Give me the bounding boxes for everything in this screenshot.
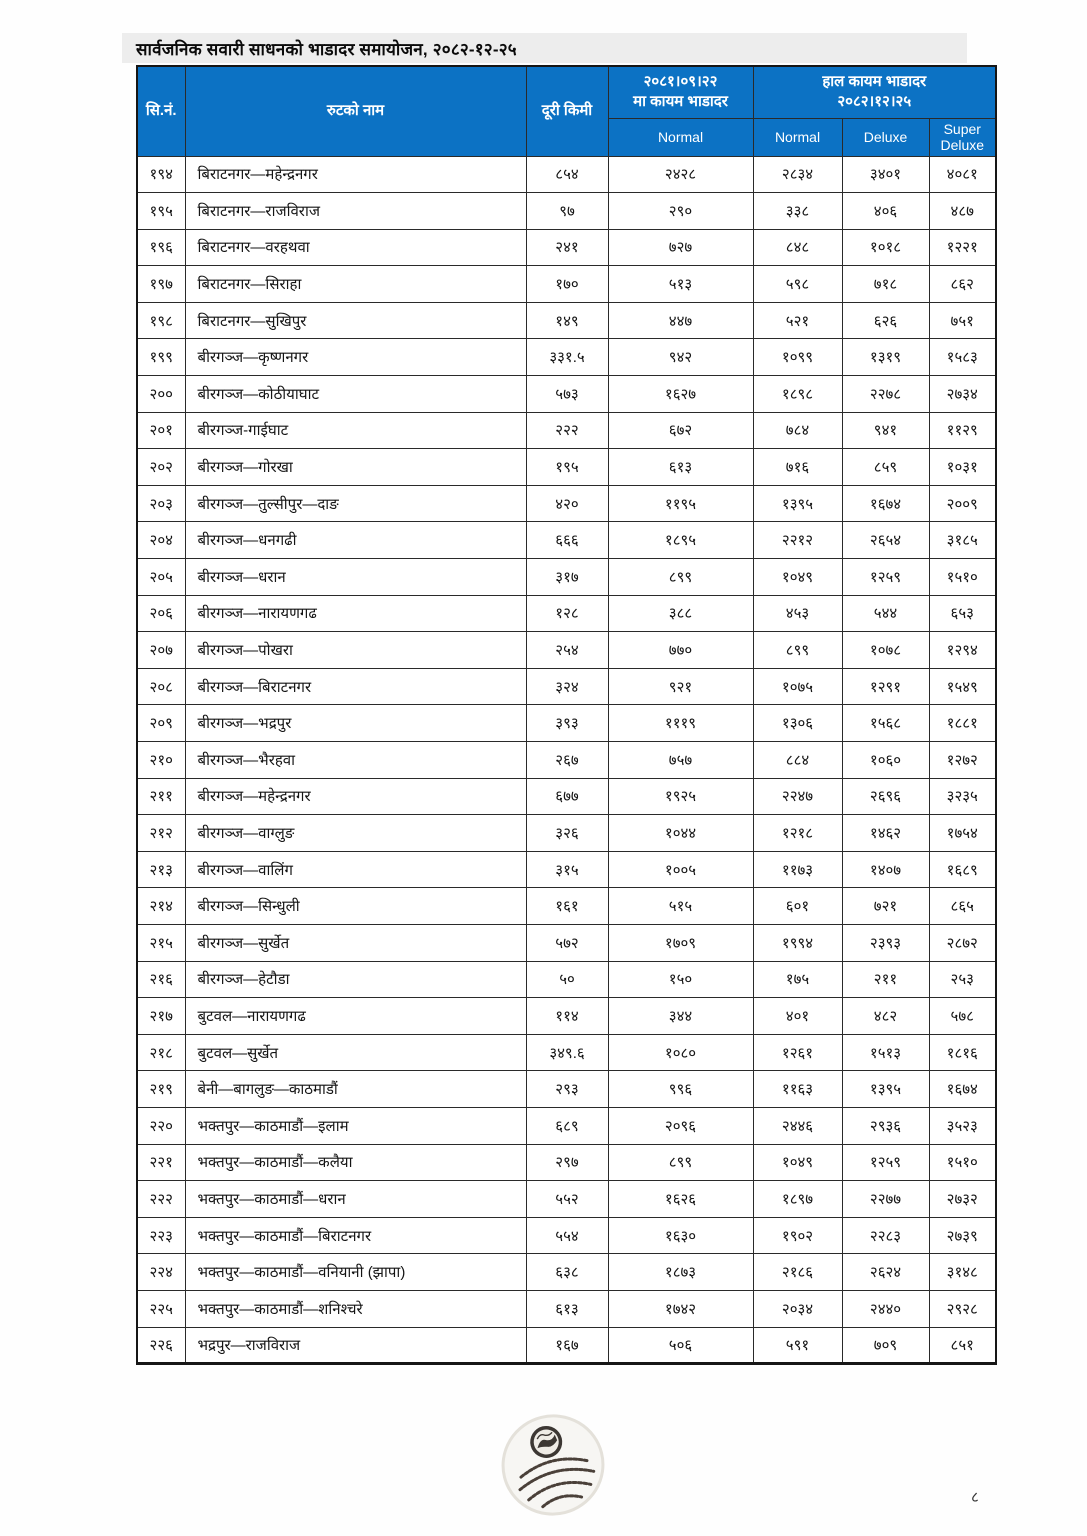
row-route-name: बीरगञ्ज—कोठीयाघाट [185,376,526,413]
row-new-normal-fare: २२१२ [753,522,842,559]
row-new-super-deluxe-fare: ८६२ [929,266,996,303]
row-route-name: बीरगञ्ज—भैरहवा [185,742,526,779]
row-new-normal-fare: २१८६ [753,1254,842,1291]
row-serial-number: २१३ [137,851,185,888]
row-new-super-deluxe-fare: ६५३ [929,595,996,632]
row-serial-number: २२६ [137,1327,185,1364]
table-row [137,998,996,1035]
row-new-super-deluxe-fare: २९२८ [929,1290,996,1327]
table-row [137,412,996,449]
row-serial-number: २१७ [137,998,185,1035]
row-old-normal-fare: १९२५ [608,778,753,815]
row-new-normal-fare: २०३४ [753,1290,842,1327]
row-distance-km: २६७ [526,742,608,779]
header-serial-number [137,66,185,156]
row-distance-km: ५७३ [526,376,608,413]
row-new-normal-fare: ४०१ [753,998,842,1035]
row-old-normal-fare: ५०६ [608,1327,753,1364]
table-row [137,1071,996,1108]
row-route-name: बीरगञ्ज—सिन्धुली [185,888,526,925]
row-route-name: बीरगञ्ज-गाईघाट [185,412,526,449]
row-new-deluxe-fare: १२५९ [842,559,929,596]
row-route-name: बेनी—बागलुङ—काठमाडौं [185,1071,526,1108]
row-distance-km: ६८९ [526,1107,608,1144]
row-old-normal-fare: ८९९ [608,559,753,596]
row-old-normal-fare: ८९९ [608,1144,753,1181]
row-distance-km: ११४ [526,998,608,1035]
row-new-super-deluxe-fare: ३५२३ [929,1107,996,1144]
row-distance-km: ५० [526,961,608,998]
row-old-normal-fare: ९९६ [608,1071,753,1108]
row-serial-number: २१० [137,742,185,779]
row-new-super-deluxe-fare: १८१६ [929,1034,996,1071]
row-distance-km: १७० [526,266,608,303]
row-old-normal-fare: १७०९ [608,924,753,961]
row-new-super-deluxe-fare: १५१० [929,559,996,596]
row-new-deluxe-fare: १६७४ [842,485,929,522]
table-row [137,266,996,303]
row-route-name: बीरगञ्ज—गोरखा [185,449,526,486]
row-distance-km: १६७ [526,1327,608,1364]
header-new-fare-group [753,66,996,118]
row-route-name: भक्तपुर—काठमाडौं—धरान [185,1181,526,1218]
row-new-deluxe-fare: १४६२ [842,815,929,852]
row-serial-number: २२४ [137,1254,185,1291]
row-route-name: भक्तपुर—काठमाडौं—बिराटनगर [185,1217,526,1254]
row-distance-km: ६७७ [526,778,608,815]
table-row [137,595,996,632]
row-route-name: बीरगञ्ज—सुर्खेत [185,924,526,961]
row-route-name: बीरगञ्ज—पोखरा [185,632,526,669]
row-new-super-deluxe-fare: २५३ [929,961,996,998]
row-new-deluxe-fare: ७१८ [842,266,929,303]
row-old-normal-fare: १०८० [608,1034,753,1071]
row-old-normal-fare: ७५७ [608,742,753,779]
row-new-super-deluxe-fare: १६८९ [929,851,996,888]
row-distance-km: ३१७ [526,559,608,596]
row-new-super-deluxe-fare: १०३१ [929,449,996,486]
row-old-normal-fare: २०९६ [608,1107,753,1144]
row-distance-km: ३२४ [526,668,608,705]
row-new-super-deluxe-fare: ८६५ [929,888,996,925]
table-row [137,1327,996,1364]
row-new-super-deluxe-fare: २७३४ [929,376,996,413]
row-distance-km: ३१५ [526,851,608,888]
header-old-normal: Normal [608,118,753,156]
row-route-name: बीरगञ्ज—धनगढी [185,522,526,559]
table-row [137,815,996,852]
row-serial-number: २०७ [137,632,185,669]
table-row [137,559,996,596]
row-old-normal-fare: ७२७ [608,229,753,266]
row-new-deluxe-fare: १२५९ [842,1144,929,1181]
row-new-super-deluxe-fare: २७३९ [929,1217,996,1254]
row-new-normal-fare: १८९७ [753,1181,842,1218]
row-route-name: भक्तपुर—काठमाडौं—इलाम [185,1107,526,1144]
row-serial-number: १९९ [137,339,185,376]
table-row [137,376,996,413]
row-route-name: बीरगञ्ज—तुल्सीपुर—दाङ [185,485,526,522]
row-distance-km: ३४९.६ [526,1034,608,1071]
row-new-deluxe-fare: १३१९ [842,339,929,376]
row-distance-km: १४९ [526,302,608,339]
row-serial-number: २०१ [137,412,185,449]
row-new-deluxe-fare: ७०९ [842,1327,929,1364]
row-new-deluxe-fare: २६२४ [842,1254,929,1291]
row-distance-km: ६३८ [526,1254,608,1291]
row-new-deluxe-fare: ९४१ [842,412,929,449]
row-new-normal-fare: २४४६ [753,1107,842,1144]
row-new-super-deluxe-fare: १५८३ [929,339,996,376]
row-serial-number: २१४ [137,888,185,925]
row-route-name: भक्तपुर—काठमाडौं—शनिश्चरे [185,1290,526,1327]
row-new-deluxe-fare: २९३६ [842,1107,929,1144]
row-old-normal-fare: ९२१ [608,668,753,705]
table-row [137,1034,996,1071]
header-new-super-deluxe: Super Deluxe [929,118,996,156]
row-new-normal-fare: १९०२ [753,1217,842,1254]
row-new-super-deluxe-fare: ५७८ [929,998,996,1035]
row-new-normal-fare: ५९८ [753,266,842,303]
header-new-deluxe: Deluxe [842,118,929,156]
row-old-normal-fare: ६७२ [608,412,753,449]
row-distance-km: २९३ [526,1071,608,1108]
row-new-deluxe-fare: २२८३ [842,1217,929,1254]
row-new-normal-fare: ११७३ [753,851,842,888]
row-new-super-deluxe-fare: ८५१ [929,1327,996,1364]
header-route-name [185,66,526,156]
row-distance-km: ५७२ [526,924,608,961]
row-serial-number: २२१ [137,1144,185,1181]
row-distance-km: १२८ [526,595,608,632]
row-new-super-deluxe-fare: १२७२ [929,742,996,779]
row-route-name: बीरगञ्ज—नारायणगढ [185,595,526,632]
row-serial-number: १९५ [137,193,185,230]
header-distance-km-label: दूरी किमी [541,102,593,120]
row-new-super-deluxe-fare: १५४९ [929,668,996,705]
row-new-super-deluxe-fare: १७५४ [929,815,996,852]
table-row [137,339,996,376]
row-new-deluxe-fare: १४०७ [842,851,929,888]
header-serial-number-label: सि.नं. [145,102,177,120]
row-serial-number: २०३ [137,485,185,522]
row-distance-km: ८५४ [526,156,608,193]
fare-table-body [137,156,996,1364]
row-serial-number: २१९ [137,1071,185,1108]
row-old-normal-fare: १०४४ [608,815,753,852]
row-serial-number: २०० [137,376,185,413]
row-new-super-deluxe-fare: १२९४ [929,632,996,669]
row-serial-number: २१५ [137,924,185,961]
row-new-normal-fare: ८८४ [753,742,842,779]
table-row [137,705,996,742]
header-new-normal: Normal [753,118,842,156]
row-serial-number: २१२ [137,815,185,852]
table-row [137,632,996,669]
row-new-deluxe-fare: १२९१ [842,668,929,705]
row-new-normal-fare: २८३४ [753,156,842,193]
row-old-normal-fare: ४४७ [608,302,753,339]
header-old-fare-group [608,66,753,118]
row-old-normal-fare: ११९५ [608,485,753,522]
row-new-super-deluxe-fare: २७३२ [929,1181,996,1218]
row-serial-number: २०८ [137,668,185,705]
row-new-deluxe-fare: १०१८ [842,229,929,266]
table-row [137,1181,996,1218]
row-new-deluxe-fare: ६२६ [842,302,929,339]
row-new-super-deluxe-fare: ३१८५ [929,522,996,559]
row-new-normal-fare: ८४८ [753,229,842,266]
header-distance-km [526,66,608,156]
row-new-super-deluxe-fare: २००९ [929,485,996,522]
row-distance-km: २२२ [526,412,608,449]
row-distance-km: ५५२ [526,1181,608,1218]
row-route-name: बीरगञ्ज—हेटौडा [185,961,526,998]
row-route-name: बिराटनगर—सिराहा [185,266,526,303]
row-distance-km: ३९३ [526,705,608,742]
row-old-normal-fare: २९० [608,193,753,230]
row-distance-km: १६१ [526,888,608,925]
row-route-name: बुटवल—सुर्खेत [185,1034,526,1071]
table-row [137,449,996,486]
row-old-normal-fare: १६३० [608,1217,753,1254]
row-serial-number: २०४ [137,522,185,559]
row-new-deluxe-fare: ८५९ [842,449,929,486]
row-serial-number: १९७ [137,266,185,303]
table-row [137,924,996,961]
row-new-super-deluxe-fare: २८७२ [929,924,996,961]
row-old-normal-fare: ३८८ [608,595,753,632]
table-row [137,778,996,815]
row-new-deluxe-fare: २६५४ [842,522,929,559]
table-row [137,1107,996,1144]
row-serial-number: २०५ [137,559,185,596]
table-row [137,485,996,522]
row-route-name: बीरगञ्ज—महेन्द्रनगर [185,778,526,815]
row-new-normal-fare: १९९४ [753,924,842,961]
row-serial-number: २०२ [137,449,185,486]
row-new-super-deluxe-fare: १६७४ [929,1071,996,1108]
row-serial-number: २१६ [137,961,185,998]
row-serial-number: १९८ [137,302,185,339]
row-new-deluxe-fare: ७२१ [842,888,929,925]
row-new-deluxe-fare: ३४०१ [842,156,929,193]
row-new-super-deluxe-fare: ४८७ [929,193,996,230]
row-serial-number: २१८ [137,1034,185,1071]
table-row [137,522,996,559]
row-route-name: बीरगञ्ज—धरान [185,559,526,596]
row-old-normal-fare: १६२६ [608,1181,753,1218]
row-new-deluxe-fare: २४४० [842,1290,929,1327]
row-route-name: भद्रपुर—राजविराज [185,1327,526,1364]
row-new-normal-fare: ७८४ [753,412,842,449]
table-row [137,961,996,998]
row-new-deluxe-fare: १०६० [842,742,929,779]
page-number: ८ [971,1489,979,1506]
row-distance-km: ६१३ [526,1290,608,1327]
row-distance-km: ३३१.५ [526,339,608,376]
official-seal-stamp [483,1403,623,1531]
row-old-normal-fare: १६२७ [608,376,753,413]
header-old-fare-caption: मा कायम भाडादर [633,93,728,111]
row-new-normal-fare: १८९८ [753,376,842,413]
table-row [137,851,996,888]
row-old-normal-fare: १००५ [608,851,753,888]
header-new-fare-date: २०८२।१२।२५ [837,93,912,111]
table-row [137,1254,996,1291]
row-serial-number: २०६ [137,595,185,632]
row-distance-km: ४२० [526,485,608,522]
fare-table [136,65,997,1365]
row-route-name: बुटवल—नारायणगढ [185,998,526,1035]
table-row [137,1217,996,1254]
row-new-deluxe-fare: ४८२ [842,998,929,1035]
row-new-deluxe-fare: २६९६ [842,778,929,815]
row-new-deluxe-fare: १५१३ [842,1034,929,1071]
row-new-normal-fare: ११६३ [753,1071,842,1108]
row-new-normal-fare: १०४९ [753,1144,842,1181]
row-new-normal-fare: १२६१ [753,1034,842,1071]
row-new-super-deluxe-fare: ४०८१ [929,156,996,193]
row-new-deluxe-fare: २३९३ [842,924,929,961]
row-old-normal-fare: ६१३ [608,449,753,486]
row-new-normal-fare: ७१६ [753,449,842,486]
row-distance-km: १९५ [526,449,608,486]
row-route-name: बिराटनगर—महेन्द्रनगर [185,156,526,193]
header-old-fare-date: २०८१।०९।२२ [643,73,718,90]
row-distance-km: ५५४ [526,1217,608,1254]
row-serial-number: २२२ [137,1181,185,1218]
row-new-deluxe-fare: २११ [842,961,929,998]
row-old-normal-fare: १११९ [608,705,753,742]
row-old-normal-fare: २४२८ [608,156,753,193]
row-new-super-deluxe-fare: १५१० [929,1144,996,1181]
row-serial-number: २२५ [137,1290,185,1327]
row-new-super-deluxe-fare: ७५१ [929,302,996,339]
title-band [122,33,967,63]
row-old-normal-fare: ७७० [608,632,753,669]
row-distance-km: २४१ [526,229,608,266]
table-row [137,229,996,266]
row-new-normal-fare: ५२१ [753,302,842,339]
row-route-name: बीरगञ्ज—भद्रपुर [185,705,526,742]
row-new-super-deluxe-fare: ११२९ [929,412,996,449]
row-old-normal-fare: १८७३ [608,1254,753,1291]
table-row [137,888,996,925]
row-serial-number: १९६ [137,229,185,266]
row-new-deluxe-fare: ४०६ [842,193,929,230]
table-row [137,1144,996,1181]
row-new-super-deluxe-fare: ३२३५ [929,778,996,815]
row-route-name: बीरगञ्ज—वालिंग [185,851,526,888]
row-new-super-deluxe-fare: १२२१ [929,229,996,266]
row-new-deluxe-fare: १५६८ [842,705,929,742]
row-serial-number: २०९ [137,705,185,742]
row-distance-km: २९७ [526,1144,608,1181]
row-new-normal-fare: १०९९ [753,339,842,376]
row-new-normal-fare: १३०६ [753,705,842,742]
table-row [137,193,996,230]
row-route-name: बिराटनगर—सुखिपुर [185,302,526,339]
row-old-normal-fare: ५१३ [608,266,753,303]
row-old-normal-fare: १८९५ [608,522,753,559]
row-new-normal-fare: ८९९ [753,632,842,669]
row-new-normal-fare: १०७५ [753,668,842,705]
table-row [137,156,996,193]
row-new-normal-fare: ४५३ [753,595,842,632]
row-serial-number: २११ [137,778,185,815]
row-route-name: बिराटनगर—वरहथवा [185,229,526,266]
row-new-deluxe-fare: १०७८ [842,632,929,669]
row-new-normal-fare: ५९१ [753,1327,842,1364]
row-old-normal-fare: ५१५ [608,888,753,925]
row-route-name: बीरगञ्ज—वाग्लुङ [185,815,526,852]
row-route-name: बीरगञ्ज—कृष्णनगर [185,339,526,376]
row-new-super-deluxe-fare: ३१४८ [929,1254,996,1291]
row-new-deluxe-fare: ५४४ [842,595,929,632]
row-distance-km: ६६६ [526,522,608,559]
row-serial-number: १९४ [137,156,185,193]
table-row [137,302,996,339]
fare-table-header [137,66,996,156]
header-new-fare-caption: हाल कायम भाडादर [822,73,927,90]
row-serial-number: २२३ [137,1217,185,1254]
row-old-normal-fare: ३४४ [608,998,753,1035]
row-serial-number: २२० [137,1107,185,1144]
row-new-deluxe-fare: १३९५ [842,1071,929,1108]
row-new-normal-fare: ६०१ [753,888,842,925]
row-distance-km: ३२६ [526,815,608,852]
table-row [137,1290,996,1327]
row-new-normal-fare: १०४९ [753,559,842,596]
row-new-deluxe-fare: २२७८ [842,376,929,413]
row-new-normal-fare: १३९५ [753,485,842,522]
row-route-name: बिराटनगर—राजविराज [185,193,526,230]
row-old-normal-fare: ९४२ [608,339,753,376]
table-row [137,668,996,705]
page-title: सार्वजनिक सवारी साधनको भाडादर समायोजन, २०८२-१२-२५ [136,39,517,59]
row-route-name: भक्तपुर—काठमाडौं—कलैया [185,1144,526,1181]
row-old-normal-fare: १५० [608,961,753,998]
row-route-name: बीरगञ्ज—बिराटनगर [185,668,526,705]
row-old-normal-fare: १७४२ [608,1290,753,1327]
table-row [137,742,996,779]
row-new-normal-fare: १२१८ [753,815,842,852]
row-route-name: भक्तपुर—काठमाडौं—वनियानी (झापा) [185,1254,526,1291]
row-new-normal-fare: २२४७ [753,778,842,815]
row-new-super-deluxe-fare: १८८१ [929,705,996,742]
row-new-normal-fare: १७५ [753,961,842,998]
row-new-deluxe-fare: २२७७ [842,1181,929,1218]
header-route-name-label: रुटको नाम [326,102,385,120]
row-distance-km: २५४ [526,632,608,669]
row-new-normal-fare: ३३८ [753,193,842,230]
row-distance-km: ९७ [526,193,608,230]
